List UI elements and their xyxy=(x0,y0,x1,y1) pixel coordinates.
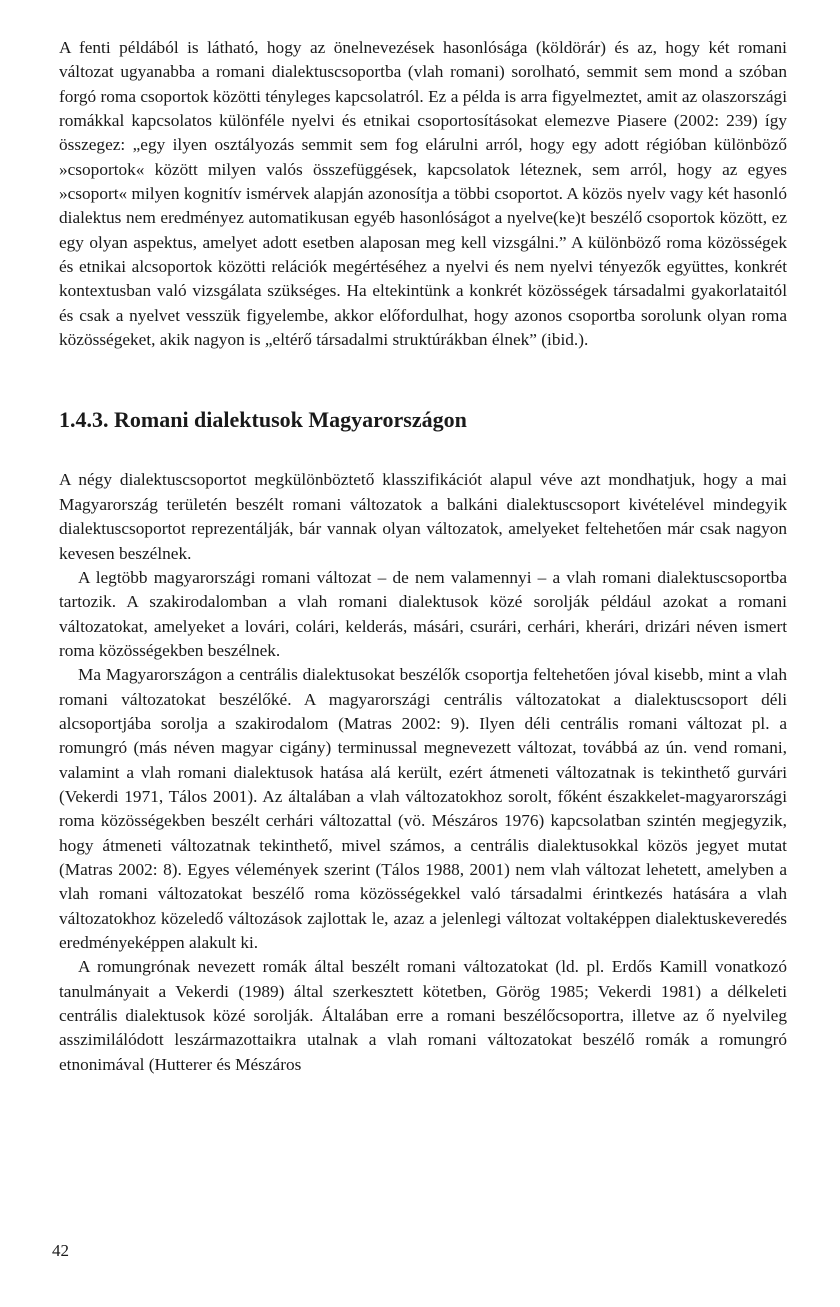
paragraph-4: A romungrónak nevezett romák által beszélt romani változatokat (ld. pl. Erdős Kamill vonatkozó tanulmányait a Vekerdi (1989) által szerkesztett kötetben, Görög 1985; Vekerdi 1981) a délkeleti centrális dialektusok közé sorolják. Általában erre a romani beszélőcsoportra, illetve az ő nyelvileg asszimilálódott leszármazottaikra utalnak a vlah romani változatokat beszélő romák a romungró etnonimával (Hutterer és Mészáros xyxy=(59,957,787,1074)
section-heading: 1.4.3. Romani dialektusok Magyarországon xyxy=(59,407,467,433)
paragraph-1: A négy dialektuscsoportot megkülönböztető klasszifikációt alapul véve azt mondhatjuk, hogy a mai Magyarország területén beszélt romani változatok a balkáni dialektuscsoport kivételével mindegyik dialektuscsoportot reprezentálják, bár vannak olyan változatok, amelyeket feltehetően már csak nagyon kevesen beszélnek. xyxy=(59,470,787,563)
body-text xyxy=(59,36,787,1077)
paragraph-intro: A fenti példából is látható, hogy az önelnevezések hasonlósága (köldörár) és az, hogy két romani változat ugyanabba a romani dialektuscsoportba (vlah romani) sorolható, semmit sem mond a szóban forgó roma csoportok közötti tényleges kapcsolatról. Ez a példa is arra figyelmeztet, amit az olaszországi romákkal kapcsolatos különféle nyelvi és etnikai csoportosításokat elemezve Piasere (2002: 239) így összegez: „egy ilyen osztályozás semmit sem fog elárulni arról, hogy egy adott régióban különböző »csoportok« között milyen valós összefüggések, kapcsolatok léteznek, sem arról, hogy az egyes »csoport« milyen kognitív ismérvek alapján azonosítja a többi csoportot. A közös nyelv vagy két hasonló dialektus nem eredményez automatikusan egyéb hasonlóságot a nyelve(ke)t beszélő csoportok között, ez egy olyan aspektus, amelyet adott esetben alaposan meg kell vizsgálni.” A különböző roma közösségek és etnikai alcsoportok közötti relációk megértéséhez a nyelvi és nem nyelvi tényezők együttes, konkrét kontextusban való vizsgálata szükséges. Ha eltekintünk a konkrét közösségek társadalmi gyakorlataitól és csak a nyelvet vesszük figyelembe, akkor előfordulhat, hogy azonos csoportba sorolunk olyan roma közösségeket, akik nagyon is „eltérő társadalmi struktúrákban élnek” (ibid.). xyxy=(59,38,787,350)
paragraph-2: A legtöbb magyarországi romani változat – de nem valamennyi – a vlah romani dialektuscsoportba tartozik. A szakirodalomban a vlah romani dialektusok közé sorolják például azokat a romani változatokat, amelyeket a lovári, colári, kelderás, másári, csurári, cerhári, kherári, drizári néven ismert roma közösségekben beszélnek. xyxy=(59,567,787,660)
page-number: 42 xyxy=(52,1241,69,1260)
paragraph-3: Ma Magyarországon a centrális dialektusokat beszélők csoportja feltehetően jóval kisebb, mint a vlah romani változatokat beszélőké. A magyarországi centrális változatokat a dialektuscsoport déli alcsoportjába sorolja a szakirodalom (Matras 2002: 9). Ilyen déli centrális romani változat pl. a romungró (más néven magyar cigány) terminussal megnevezett változat, továbbá az ún. vend romani, valamint a vlah romani dialektusok hatása alá került, ezért átmeneti változatnak is tekinthető gurvári (Vekerdi 1971, Tálos 2001). Az általában a vlah változatokhoz sorolt, főként északkelet-magyarországi roma közösségekben beszélt cerhári változattal (vö. Mészáros 1976) kapcsolatban szintén megjegyzik, hogy átmeneti változatnak tekinthető, mivel számos, a centrális dialektusokkal közös jegyet mutat (Matras 2002: 8). Egyes vélemények szerint (Tálos 1988, 2001) nem vlah változat lehetett, amelyben a vlah romani változatokat beszélő roma közösségekkel való társadalmi érintkezés hatására a vlah változatokhoz közeledő változások zajlottak le, azaz a jelenlegi változat voltaképpen dialektuskeveredés eredményeképpen alakult ki. xyxy=(59,665,787,952)
